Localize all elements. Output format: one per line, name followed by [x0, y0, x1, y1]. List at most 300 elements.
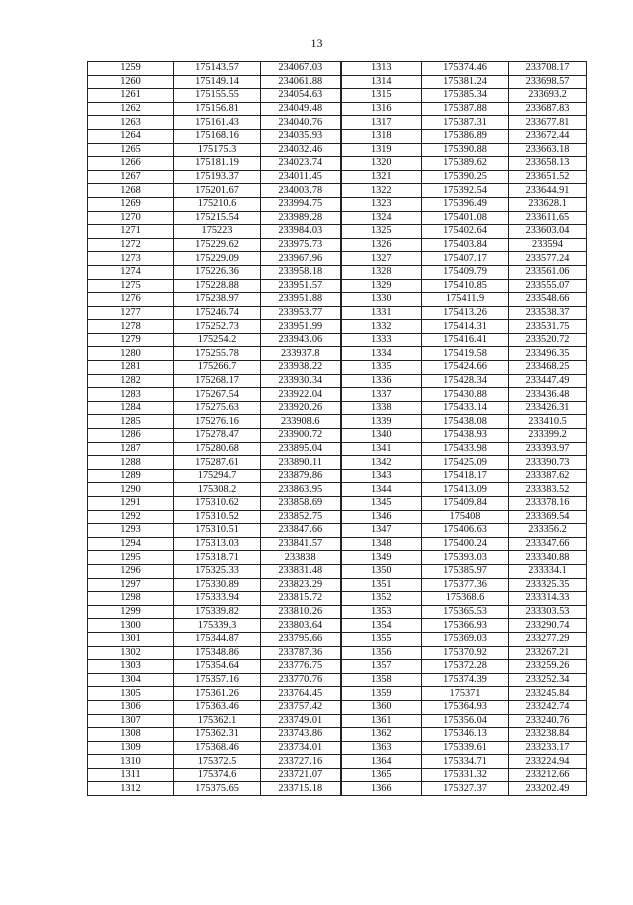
- x-coordinate-cell: 175402.64: [422, 225, 509, 239]
- table-row: [88, 537, 587, 551]
- y-coordinate-cell: 233967.96: [261, 252, 341, 266]
- table-row: [88, 429, 587, 443]
- x-coordinate-cell: 175370.92: [422, 646, 509, 660]
- point-number-cell: 1354: [341, 619, 422, 633]
- table-row: [88, 238, 587, 252]
- x-coordinate-cell: 175330.89: [174, 578, 261, 592]
- y-coordinate-cell: 233831.48: [261, 564, 341, 578]
- y-coordinate-cell: 233749.01: [261, 714, 341, 728]
- y-coordinate-cell: 233734.01: [261, 741, 341, 755]
- point-number-cell: 1355: [341, 632, 422, 646]
- y-coordinate-cell: 233347.66: [509, 537, 587, 551]
- x-coordinate-cell: 175215.54: [174, 211, 261, 225]
- y-coordinate-cell: 233314.33: [509, 592, 587, 606]
- x-coordinate-cell: 175406.63: [422, 524, 509, 538]
- page-number: 13: [310, 36, 323, 50]
- point-number-cell: 1289: [88, 469, 174, 483]
- table-row: [88, 320, 587, 334]
- y-coordinate-cell: 233555.07: [509, 279, 587, 293]
- table-row: [88, 388, 587, 402]
- y-coordinate-cell: 233436.48: [509, 388, 587, 402]
- y-coordinate-cell: 233603.04: [509, 225, 587, 239]
- y-coordinate-cell: 233644.91: [509, 184, 587, 198]
- point-number-cell: 1348: [341, 537, 422, 551]
- point-number-cell: 1325: [341, 225, 422, 239]
- x-coordinate-cell: 175362.1: [174, 714, 261, 728]
- y-coordinate-cell: 233922.04: [261, 388, 341, 402]
- table-row: [88, 75, 587, 89]
- point-number-cell: 1357: [341, 660, 422, 674]
- y-coordinate-cell: 233951.57: [261, 279, 341, 293]
- y-coordinate-cell: 233776.75: [261, 660, 341, 674]
- x-coordinate-cell: 175403.84: [422, 238, 509, 252]
- x-coordinate-cell: 175361.26: [174, 687, 261, 701]
- point-number-cell: 1349: [341, 551, 422, 565]
- table-row: [88, 252, 587, 266]
- y-coordinate-cell: 234003.78: [261, 184, 341, 198]
- x-coordinate-cell: 175438.08: [422, 415, 509, 429]
- x-coordinate-cell: 175333.94: [174, 592, 261, 606]
- point-number-cell: 1328: [341, 265, 422, 279]
- y-coordinate-cell: 233393.97: [509, 442, 587, 456]
- table-row: [88, 415, 587, 429]
- y-coordinate-cell: 233687.83: [509, 102, 587, 116]
- y-coordinate-cell: 233340.88: [509, 551, 587, 565]
- y-coordinate-cell: 233383.52: [509, 483, 587, 497]
- point-number-cell: 1340: [341, 429, 422, 443]
- table-row: [88, 768, 587, 782]
- y-coordinate-cell: 233838: [261, 551, 341, 565]
- y-coordinate-cell: 233984.03: [261, 225, 341, 239]
- x-coordinate-cell: 175368.6: [422, 592, 509, 606]
- x-coordinate-cell: 175381.24: [422, 75, 509, 89]
- x-coordinate-cell: 175348.86: [174, 646, 261, 660]
- x-coordinate-cell: 175418.17: [422, 469, 509, 483]
- x-coordinate-cell: 175310.51: [174, 524, 261, 538]
- y-coordinate-cell: 233943.06: [261, 333, 341, 347]
- point-number-cell: 1260: [88, 75, 174, 89]
- x-coordinate-cell: 175372.5: [174, 755, 261, 769]
- x-coordinate-cell: 175428.34: [422, 374, 509, 388]
- x-coordinate-cell: 175339.61: [422, 741, 509, 755]
- y-coordinate-cell: 233548.66: [509, 293, 587, 307]
- point-number-cell: 1343: [341, 469, 422, 483]
- table-row: [88, 129, 587, 143]
- table-row: [88, 347, 587, 361]
- x-coordinate-cell: 175387.31: [422, 116, 509, 130]
- point-number-cell: 1310: [88, 755, 174, 769]
- table-row: [88, 619, 587, 633]
- y-coordinate-cell: 234040.76: [261, 116, 341, 130]
- x-coordinate-cell: 175385.97: [422, 564, 509, 578]
- table-row: [88, 333, 587, 347]
- point-number-cell: 1313: [341, 62, 422, 76]
- y-coordinate-cell: 233224.94: [509, 755, 587, 769]
- point-number-cell: 1303: [88, 660, 174, 674]
- x-coordinate-cell: 175246.74: [174, 306, 261, 320]
- table-row: [88, 456, 587, 470]
- x-coordinate-cell: 175387.88: [422, 102, 509, 116]
- x-coordinate-cell: 175238.97: [174, 293, 261, 307]
- point-number-cell: 1352: [341, 592, 422, 606]
- point-number-cell: 1342: [341, 456, 422, 470]
- y-coordinate-cell: 233202.49: [509, 782, 587, 796]
- point-number-cell: 1299: [88, 605, 174, 619]
- x-coordinate-cell: 175363.46: [174, 700, 261, 714]
- y-coordinate-cell: 233399.2: [509, 429, 587, 443]
- point-number-cell: 1361: [341, 714, 422, 728]
- point-number-cell: 1271: [88, 225, 174, 239]
- y-coordinate-cell: 233378.16: [509, 497, 587, 511]
- x-coordinate-cell: 175357.16: [174, 673, 261, 687]
- y-coordinate-cell: 233810.26: [261, 605, 341, 619]
- x-coordinate-cell: 175346.13: [422, 728, 509, 742]
- y-coordinate-cell: 233715.18: [261, 782, 341, 796]
- y-coordinate-cell: 233764.45: [261, 687, 341, 701]
- x-coordinate-cell: 175168.16: [174, 129, 261, 143]
- x-coordinate-cell: 175411.9: [422, 293, 509, 307]
- x-coordinate-cell: 175280.68: [174, 442, 261, 456]
- y-coordinate-cell: 233858.69: [261, 497, 341, 511]
- x-coordinate-cell: 175310.52: [174, 510, 261, 524]
- point-number-cell: 1301: [88, 632, 174, 646]
- x-coordinate-cell: 175419.58: [422, 347, 509, 361]
- point-number-cell: 1321: [341, 170, 422, 184]
- table-row: [88, 728, 587, 742]
- x-coordinate-cell: 175365.53: [422, 605, 509, 619]
- y-coordinate-cell: 233951.88: [261, 293, 341, 307]
- point-number-cell: 1353: [341, 605, 422, 619]
- point-number-cell: 1265: [88, 143, 174, 157]
- point-number-cell: 1366: [341, 782, 422, 796]
- point-number-cell: 1329: [341, 279, 422, 293]
- x-coordinate-cell: 175410.85: [422, 279, 509, 293]
- point-number-cell: 1274: [88, 265, 174, 279]
- x-coordinate-cell: 175334.71: [422, 755, 509, 769]
- point-number-cell: 1294: [88, 537, 174, 551]
- coordinates-table-body: [88, 62, 587, 796]
- point-number-cell: 1308: [88, 728, 174, 742]
- x-coordinate-cell: 175252.73: [174, 320, 261, 334]
- point-number-cell: 1338: [341, 401, 422, 415]
- point-number-cell: 1335: [341, 361, 422, 375]
- x-coordinate-cell: 175294.7: [174, 469, 261, 483]
- table-row: [88, 714, 587, 728]
- x-coordinate-cell: 175181.19: [174, 157, 261, 171]
- point-number-cell: 1288: [88, 456, 174, 470]
- y-coordinate-cell: 233369.54: [509, 510, 587, 524]
- x-coordinate-cell: 175400.24: [422, 537, 509, 551]
- x-coordinate-cell: 175386.89: [422, 129, 509, 143]
- x-coordinate-cell: 175278.47: [174, 429, 261, 443]
- x-coordinate-cell: 175354.64: [174, 660, 261, 674]
- y-coordinate-cell: 234011.45: [261, 170, 341, 184]
- point-number-cell: 1346: [341, 510, 422, 524]
- y-coordinate-cell: 233252.34: [509, 673, 587, 687]
- y-coordinate-cell: 233852.75: [261, 510, 341, 524]
- y-coordinate-cell: 233989.28: [261, 211, 341, 225]
- table-row: [88, 170, 587, 184]
- table-row: [88, 157, 587, 171]
- point-number-cell: 1317: [341, 116, 422, 130]
- point-number-cell: 1314: [341, 75, 422, 89]
- table-row: [88, 741, 587, 755]
- x-coordinate-cell: 175310.62: [174, 497, 261, 511]
- point-number-cell: 1307: [88, 714, 174, 728]
- x-coordinate-cell: 175201.67: [174, 184, 261, 198]
- y-coordinate-cell: 233951.99: [261, 320, 341, 334]
- x-coordinate-cell: 175374.46: [422, 62, 509, 76]
- point-number-cell: 1302: [88, 646, 174, 660]
- x-coordinate-cell: 175390.25: [422, 170, 509, 184]
- point-number-cell: 1323: [341, 197, 422, 211]
- point-number-cell: 1365: [341, 768, 422, 782]
- x-coordinate-cell: 175226.36: [174, 265, 261, 279]
- y-coordinate-cell: 234035.93: [261, 129, 341, 143]
- y-coordinate-cell: 233245.84: [509, 687, 587, 701]
- point-number-cell: 1351: [341, 578, 422, 592]
- x-coordinate-cell: 175229.09: [174, 252, 261, 266]
- y-coordinate-cell: 233290.74: [509, 619, 587, 633]
- point-number-cell: 1298: [88, 592, 174, 606]
- point-number-cell: 1350: [341, 564, 422, 578]
- x-coordinate-cell: 175161.43: [174, 116, 261, 130]
- y-coordinate-cell: 234032.46: [261, 143, 341, 157]
- point-number-cell: 1281: [88, 361, 174, 375]
- y-coordinate-cell: 233259.26: [509, 660, 587, 674]
- table-row: [88, 442, 587, 456]
- x-coordinate-cell: 175308.2: [174, 483, 261, 497]
- point-number-cell: 1358: [341, 673, 422, 687]
- y-coordinate-cell: 234049.48: [261, 102, 341, 116]
- y-coordinate-cell: 233672.44: [509, 129, 587, 143]
- y-coordinate-cell: 233426.31: [509, 401, 587, 415]
- y-coordinate-cell: 233242.74: [509, 700, 587, 714]
- y-coordinate-cell: 233267.21: [509, 646, 587, 660]
- point-number-cell: 1347: [341, 524, 422, 538]
- x-coordinate-cell: 175409.84: [422, 497, 509, 511]
- x-coordinate-cell: 175390.88: [422, 143, 509, 157]
- y-coordinate-cell: 233387.62: [509, 469, 587, 483]
- x-coordinate-cell: 175339.82: [174, 605, 261, 619]
- point-number-cell: 1279: [88, 333, 174, 347]
- y-coordinate-cell: 233708.17: [509, 62, 587, 76]
- y-coordinate-cell: 233815.72: [261, 592, 341, 606]
- x-coordinate-cell: 175254.2: [174, 333, 261, 347]
- x-coordinate-cell: 175438.93: [422, 429, 509, 443]
- point-number-cell: 1333: [341, 333, 422, 347]
- y-coordinate-cell: 234067.03: [261, 62, 341, 76]
- x-coordinate-cell: 175416.41: [422, 333, 509, 347]
- x-coordinate-cell: 175339.3: [174, 619, 261, 633]
- y-coordinate-cell: 233770.76: [261, 673, 341, 687]
- table-row: [88, 592, 587, 606]
- point-number-cell: 1275: [88, 279, 174, 293]
- y-coordinate-cell: 233953.77: [261, 306, 341, 320]
- y-coordinate-cell: 233994.75: [261, 197, 341, 211]
- point-number-cell: 1284: [88, 401, 174, 415]
- x-coordinate-cell: 175267.54: [174, 388, 261, 402]
- point-number-cell: 1290: [88, 483, 174, 497]
- coordinates-table: [87, 61, 587, 796]
- x-coordinate-cell: 175372.28: [422, 660, 509, 674]
- x-coordinate-cell: 175433.14: [422, 401, 509, 415]
- table-row: [88, 279, 587, 293]
- point-number-cell: 1306: [88, 700, 174, 714]
- point-number-cell: 1291: [88, 497, 174, 511]
- point-number-cell: 1296: [88, 564, 174, 578]
- table-row: [88, 62, 587, 76]
- y-coordinate-cell: 233930.34: [261, 374, 341, 388]
- y-coordinate-cell: 233908.6: [261, 415, 341, 429]
- x-coordinate-cell: 175223: [174, 225, 261, 239]
- point-number-cell: 1334: [341, 347, 422, 361]
- table-row: [88, 700, 587, 714]
- point-number-cell: 1273: [88, 252, 174, 266]
- y-coordinate-cell: 233447.49: [509, 374, 587, 388]
- y-coordinate-cell: 233410.5: [509, 415, 587, 429]
- x-coordinate-cell: 175275.63: [174, 401, 261, 415]
- table-row: [88, 646, 587, 660]
- point-number-cell: 1269: [88, 197, 174, 211]
- x-coordinate-cell: 175366.93: [422, 619, 509, 633]
- y-coordinate-cell: 233277.29: [509, 632, 587, 646]
- x-coordinate-cell: 175229.62: [174, 238, 261, 252]
- y-coordinate-cell: 233212.66: [509, 768, 587, 782]
- y-coordinate-cell: 233879.86: [261, 469, 341, 483]
- x-coordinate-cell: 175287.61: [174, 456, 261, 470]
- x-coordinate-cell: 175228.88: [174, 279, 261, 293]
- point-number-cell: 1327: [341, 252, 422, 266]
- y-coordinate-cell: 233468.25: [509, 361, 587, 375]
- y-coordinate-cell: 233787.36: [261, 646, 341, 660]
- point-number-cell: 1364: [341, 755, 422, 769]
- y-coordinate-cell: 233900.72: [261, 429, 341, 443]
- table-row: [88, 605, 587, 619]
- x-coordinate-cell: 175407.17: [422, 252, 509, 266]
- y-coordinate-cell: 233611.65: [509, 211, 587, 225]
- y-coordinate-cell: 233698.57: [509, 75, 587, 89]
- x-coordinate-cell: 175371: [422, 687, 509, 701]
- x-coordinate-cell: 175313.03: [174, 537, 261, 551]
- table-row: [88, 225, 587, 239]
- y-coordinate-cell: 234054.63: [261, 89, 341, 103]
- x-coordinate-cell: 175268.17: [174, 374, 261, 388]
- table-row: [88, 755, 587, 769]
- point-number-cell: 1312: [88, 782, 174, 796]
- y-coordinate-cell: 234061.88: [261, 75, 341, 89]
- point-number-cell: 1278: [88, 320, 174, 334]
- point-number-cell: 1266: [88, 157, 174, 171]
- table-row: [88, 782, 587, 796]
- x-coordinate-cell: 175392.54: [422, 184, 509, 198]
- point-number-cell: 1309: [88, 741, 174, 755]
- y-coordinate-cell: 233803.64: [261, 619, 341, 633]
- point-number-cell: 1359: [341, 687, 422, 701]
- y-coordinate-cell: 233975.73: [261, 238, 341, 252]
- point-number-cell: 1264: [88, 129, 174, 143]
- point-number-cell: 1326: [341, 238, 422, 252]
- point-number-cell: 1316: [341, 102, 422, 116]
- x-coordinate-cell: 175413.26: [422, 306, 509, 320]
- y-coordinate-cell: 233841.57: [261, 537, 341, 551]
- x-coordinate-cell: 175401.08: [422, 211, 509, 225]
- y-coordinate-cell: 233594: [509, 238, 587, 252]
- x-coordinate-cell: 175325.33: [174, 564, 261, 578]
- table-row: [88, 673, 587, 687]
- x-coordinate-cell: 175430.88: [422, 388, 509, 402]
- y-coordinate-cell: 233303.53: [509, 605, 587, 619]
- table-row: [88, 660, 587, 674]
- x-coordinate-cell: 175344.87: [174, 632, 261, 646]
- point-number-cell: 1285: [88, 415, 174, 429]
- point-number-cell: 1305: [88, 687, 174, 701]
- table-row: [88, 483, 587, 497]
- y-coordinate-cell: 233938.22: [261, 361, 341, 375]
- y-coordinate-cell: 233233.17: [509, 741, 587, 755]
- y-coordinate-cell: 233496.35: [509, 347, 587, 361]
- table-row: [88, 578, 587, 592]
- y-coordinate-cell: 233240.76: [509, 714, 587, 728]
- point-number-cell: 1262: [88, 102, 174, 116]
- point-number-cell: 1283: [88, 388, 174, 402]
- x-coordinate-cell: 175156.81: [174, 102, 261, 116]
- table-row: [88, 265, 587, 279]
- table-row: [88, 524, 587, 538]
- x-coordinate-cell: 175362.31: [174, 728, 261, 742]
- x-coordinate-cell: 175374.6: [174, 768, 261, 782]
- y-coordinate-cell: 233520.72: [509, 333, 587, 347]
- table-row: [88, 510, 587, 524]
- point-number-cell: 1331: [341, 306, 422, 320]
- table-row: [88, 374, 587, 388]
- y-coordinate-cell: 233538.37: [509, 306, 587, 320]
- point-number-cell: 1320: [341, 157, 422, 171]
- point-number-cell: 1332: [341, 320, 422, 334]
- y-coordinate-cell: 233937.8: [261, 347, 341, 361]
- x-coordinate-cell: 175414.31: [422, 320, 509, 334]
- point-number-cell: 1267: [88, 170, 174, 184]
- table-row: [88, 564, 587, 578]
- x-coordinate-cell: 175369.03: [422, 632, 509, 646]
- x-coordinate-cell: 175356.04: [422, 714, 509, 728]
- y-coordinate-cell: 233693.2: [509, 89, 587, 103]
- x-coordinate-cell: 175175.3: [174, 143, 261, 157]
- table-row: [88, 116, 587, 130]
- x-coordinate-cell: 175377.36: [422, 578, 509, 592]
- point-number-cell: 1300: [88, 619, 174, 633]
- table-row: [88, 361, 587, 375]
- point-number-cell: 1341: [341, 442, 422, 456]
- y-coordinate-cell: 233958.18: [261, 265, 341, 279]
- x-coordinate-cell: 175408: [422, 510, 509, 524]
- point-number-cell: 1363: [341, 741, 422, 755]
- point-number-cell: 1282: [88, 374, 174, 388]
- x-coordinate-cell: 175149.14: [174, 75, 261, 89]
- y-coordinate-cell: 233628.1: [509, 197, 587, 211]
- x-coordinate-cell: 175393.03: [422, 551, 509, 565]
- x-coordinate-cell: 175193.37: [174, 170, 261, 184]
- table-row: [88, 293, 587, 307]
- x-coordinate-cell: 175331.32: [422, 768, 509, 782]
- y-coordinate-cell: 233890.11: [261, 456, 341, 470]
- x-coordinate-cell: 175318.71: [174, 551, 261, 565]
- point-number-cell: 1344: [341, 483, 422, 497]
- x-coordinate-cell: 175276.16: [174, 415, 261, 429]
- y-coordinate-cell: 233677.81: [509, 116, 587, 130]
- table-row: [88, 197, 587, 211]
- x-coordinate-cell: 175374.39: [422, 673, 509, 687]
